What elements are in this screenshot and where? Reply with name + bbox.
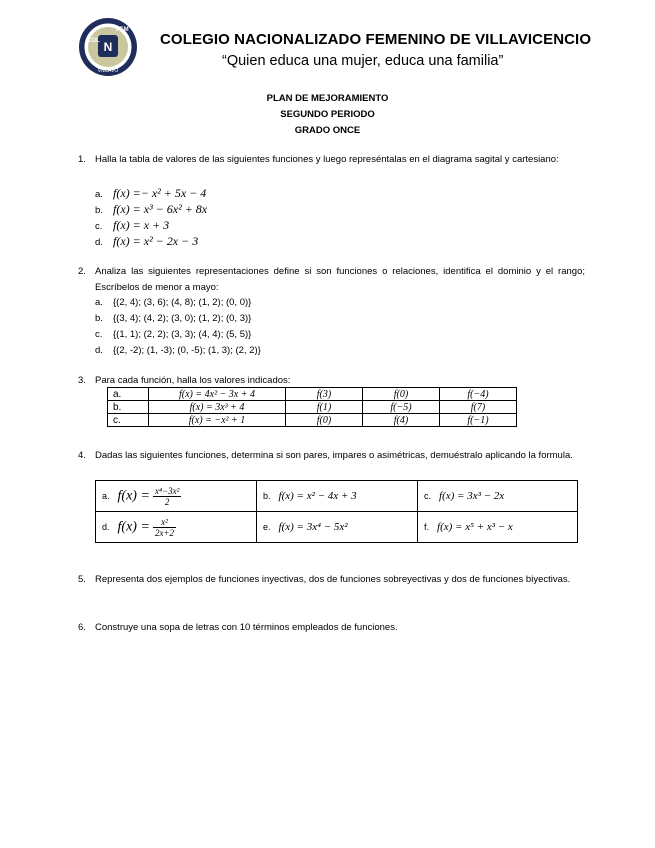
value-cell: f(4) (363, 414, 440, 427)
q2-item-a: a. {(2, 4); (3, 6); (4, 8); (1, 2); (0, 0)} (95, 297, 252, 308)
table-row (96, 512, 578, 543)
q1-item-d: d. f(x) = x² − 2x − 3 (95, 234, 199, 248)
q3-values-table (107, 387, 517, 427)
function-cell: f(x) = 4x² − 3x + 4 (149, 388, 286, 401)
logo-right-text: FEM (116, 27, 129, 33)
q5-number: 5. (78, 574, 86, 585)
subheading-plan: PLAN DE MEJORAMIENTO (266, 93, 389, 104)
q6-number: 6. (78, 622, 86, 633)
q4-text: Dadas las siguientes funciones, determina si son pares, impares o asimétricas, demuéstralo aplicando la formula. (95, 450, 573, 461)
q4-cell-a: a. f(x) = $\frac{\text{x⁴−3x²}}{2}$ (96, 481, 257, 512)
q4-cell-c: c. f(x) = 3x³ − 2x (418, 481, 578, 512)
value-cell: f(0) (363, 388, 440, 401)
q4-cell-e: e. f(x) = 3x⁴ − 5x² (257, 512, 418, 543)
table-row (108, 414, 517, 427)
q1-item-c: c. f(x) = x + 3 (95, 218, 170, 232)
value-cell: f(1) (286, 401, 363, 414)
q2-item-c: c. {(1, 1); (2, 2); (3, 3); (4, 4); (5, 5)} (95, 329, 252, 340)
row-label: a. (108, 388, 149, 401)
table-row (108, 388, 517, 401)
q6-text: Construye una sopa de letras con 10 términos empleados de funciones. (95, 622, 398, 633)
value-cell: f(7) (440, 401, 517, 414)
logo-left-text: COL (87, 38, 100, 44)
subheading-grade: GRADO ONCE (294, 125, 361, 136)
q3-number: 3. (78, 375, 86, 386)
q4-cell-f: f. f(x) = x⁵ + x³ − x (418, 512, 578, 543)
table-row (96, 481, 578, 512)
table-row (108, 401, 517, 414)
q3-text: Para cada función, halla los valores indicados: (95, 375, 291, 386)
q1-item-a: a. f(x) =− x² + 5x − 4 (95, 186, 207, 200)
row-label: b. (108, 401, 149, 414)
value-cell: f(0) (286, 414, 363, 427)
logo-center-text: N (103, 40, 113, 54)
q1-item-b: b. f(x) = x³ − 6x² + 8x (95, 202, 208, 216)
q1-text: Halla la tabla de valores de las siguientes funciones y luego represéntalas en el diagrama sagital y cartesiano: (95, 154, 559, 165)
q2-item-b: b. {(3, 4); (4, 2); (3, 0); (1, 2); (0, 3)} (95, 313, 252, 324)
q1-number: 1. (78, 154, 86, 165)
value-cell: f(−1) (440, 414, 517, 427)
q2-item-d: d. {(2, -2); (1, -3); (0, -5); (1, 3); (2, 2)} (95, 345, 261, 356)
subheading-period: SEGUNDO PERIODO (280, 109, 375, 120)
function-cell: f(x) = 3x³ + 4 (149, 401, 286, 414)
school-logo (78, 17, 138, 77)
value-cell: f(−5) (363, 401, 440, 414)
school-motto: “Quien educa una mujer, educa una familia” (222, 53, 504, 69)
q4-cell-d: d. f(x) = $\frac{\text{x²}}{2x+2}$ (96, 512, 257, 543)
q4-cell-b: b. f(x) = x² − 4x + 3 (257, 481, 418, 512)
function-cell: f(x) = −x² + 1 (149, 414, 286, 427)
school-name: COLEGIO NACIONALIZADO FEMENINO DE VILLAVICENCIO (160, 31, 592, 48)
value-cell: f(3) (286, 388, 363, 401)
q5-text: Representa dos ejemplos de funciones inyectivas, dos de funciones sobreyectivas y dos de funciones biyectivas. (95, 574, 571, 585)
q2-text: Analiza las siguientes representaciones define si son funciones o relaciones, identifica el dominio y el rango; Escríbelos de menor a mayo: (95, 266, 585, 293)
value-cell: f(−4) (440, 388, 517, 401)
row-label: c. (108, 414, 149, 427)
logo-bottom-text: VILLAVO (97, 68, 119, 74)
q2-number: 2. (78, 266, 86, 277)
q4-functions-table (95, 480, 578, 543)
q4-number: 4. (78, 450, 86, 461)
